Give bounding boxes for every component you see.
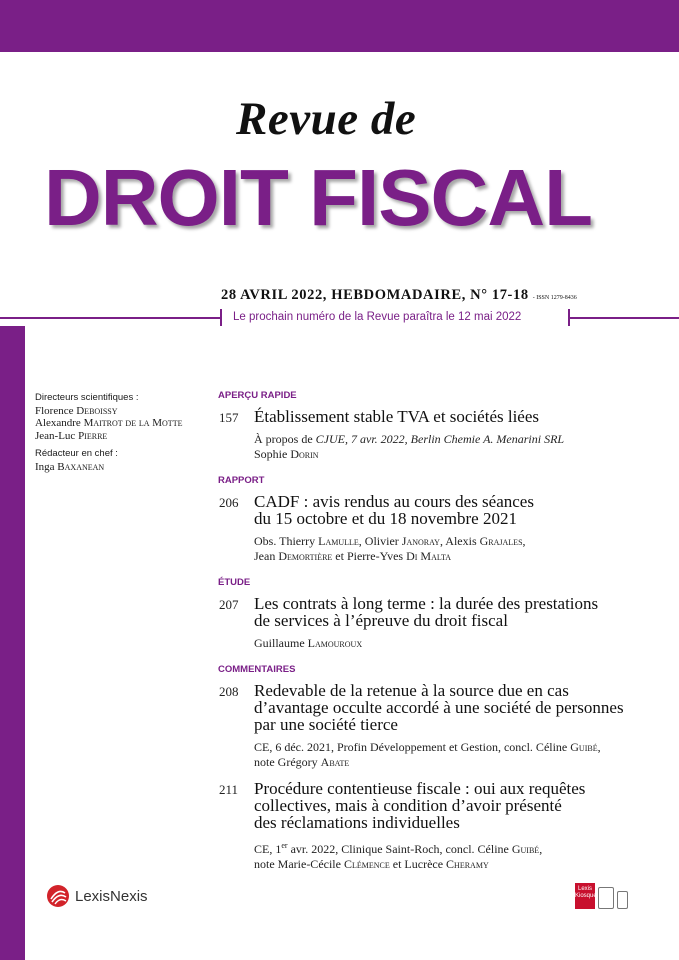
toc-entry[interactable] (218, 595, 658, 651)
kiosque-badges (575, 883, 628, 909)
masthead-title-line2: DROIT FISCAL (44, 153, 592, 242)
editorial-staff (35, 392, 215, 473)
director-name: Jean-Luc Pierre (35, 429, 108, 442)
phone-icon (617, 891, 628, 909)
directors-label: Directeurs scientifiques : (35, 392, 139, 403)
entry-authors: Guillaume Lamouroux (254, 636, 363, 650)
entry-title: Redevable de la retenue à la source due en cas d’avantage occulte accordé à une société de personnes par une société tierce (254, 681, 624, 734)
issn: - ISSN 1279-8436 (532, 295, 577, 301)
entry-number: 157 (219, 410, 239, 425)
tablet-icon (598, 887, 614, 909)
entry-title: Procédure contentieuse fiscale : oui aux requêtes collectives, mais à condition d’avoir présenté des réclamations individuelles (254, 779, 586, 832)
toc-entry[interactable] (218, 493, 658, 564)
toc-entry[interactable] (218, 780, 658, 872)
issue-date-number: 28 AVRIL 2022, HEBDOMADAIRE, N° 17-18 (221, 287, 529, 303)
issue-info (221, 287, 577, 304)
separator-left (0, 317, 222, 319)
entry-authors: Obs. Thierry Lamulle, Olivier Janoray, Alexis Grajales, Jean Demortière et Pierre-Yves Di Malta (254, 534, 526, 563)
section-heading-commentaires: COMMENTAIRES (218, 664, 296, 675)
entry-number: 208 (219, 684, 239, 699)
next-issue-notice: Le prochain numéro de la Revue paraîtra le 12 mai 2022 (233, 311, 522, 323)
entry-number: 211 (219, 782, 239, 797)
section-heading-etude: ÉTUDE (218, 577, 251, 588)
entry-number: 207 (219, 597, 239, 612)
director-name: Florence Deboissy (35, 404, 118, 417)
publisher-logo (46, 884, 148, 908)
director-name: Alexandre Maitrot de la Motte (35, 417, 183, 429)
entry-title: CADF : avis rendus au cours des séances du 15 octobre et du 18 novembre 2021 (254, 492, 534, 528)
separator-left-tick (220, 309, 222, 326)
separator-right (568, 317, 679, 319)
toc-entry[interactable] (218, 682, 658, 770)
section-heading-apercu: APERÇU RAPIDE (218, 390, 297, 401)
editor-name: Inga Baxanean (35, 460, 105, 473)
entry-title: Établissement stable TVA et sociétés liées (254, 407, 540, 426)
masthead-title-line1: Revue de (236, 93, 417, 145)
left-color-band (0, 326, 25, 960)
entry-reference: À propos de CJUE, 7 avr. 2022, Berlin Chemie A. Menarini SRL Sophie Dorin (254, 432, 565, 461)
top-color-band (0, 0, 679, 52)
table-of-contents (218, 390, 658, 872)
lexis-kiosque-badge[interactable]: Lexis Kiosque (575, 883, 595, 909)
editor-label: Rédacteur en chef : (35, 448, 118, 459)
publisher-name: LexisNexis (75, 887, 148, 905)
entry-number: 206 (219, 495, 239, 510)
section-heading-rapport: RAPPORT (218, 475, 265, 486)
lexisnexis-logo-icon (46, 884, 70, 908)
entry-title: Les contrats à long terme : la durée des prestations de services à l’épreuve du droit fiscal (254, 594, 599, 630)
entry-reference: CE, 6 déc. 2021, Profin Développement et Gestion, concl. Céline Guibé, note Grégory Abate (254, 740, 601, 769)
toc-entry[interactable] (218, 408, 658, 462)
entry-reference: CE, 1er avr. 2022, Clinique Saint-Roch, concl. Céline Guibé, note Marie-Cécile Clémence et Lucrèce Cheramy (254, 841, 543, 871)
